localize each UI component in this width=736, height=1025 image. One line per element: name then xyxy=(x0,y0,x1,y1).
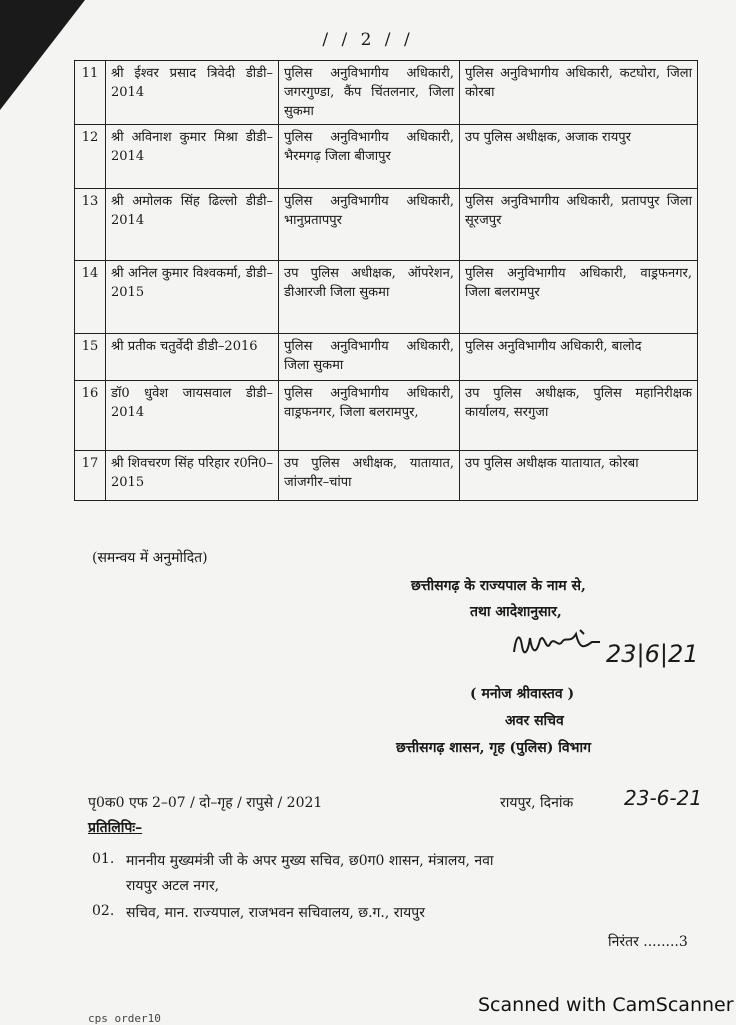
table-row xyxy=(75,261,698,334)
new-posting-cell: पुलिस अनुविभागीय अधिकारी, बालोद xyxy=(460,334,698,381)
authority-line2: तथा आदेशानुसार, xyxy=(470,604,562,620)
current-posting-cell: पुलिस अनुविभागीय अधिकारी, जिला सुकमा xyxy=(279,334,460,381)
handwritten-signature xyxy=(510,622,710,674)
serial-number-cell: 11 xyxy=(75,61,106,125)
current-posting-cell: उप पुलिस अधीक्षक, यातायात, जांजगीर–चांपा xyxy=(279,451,460,501)
table-row xyxy=(75,61,698,125)
signatory-designation: अवर सचिव xyxy=(505,713,564,729)
current-posting-cell: पुलिस अनुविभागीय अधिकारी, वाड्रफनगर, जिला बलरामपुर, xyxy=(279,381,460,451)
copy-number: 02. xyxy=(92,903,115,919)
new-posting-cell: पुलिस अनुविभागीय अधिकारी, प्रतापपुर जिला सूरजपुर xyxy=(460,189,698,261)
copy-line: माननीय मुख्यमंत्री जी के अपर मुख्य सचिव, छ0ग0 शासन, मंत्रालय, नवा xyxy=(126,853,494,869)
officer-name-cell: श्री अमोलक सिंह ढिल्लो डीडी–2014 xyxy=(106,189,279,261)
copy-number: 01. xyxy=(92,851,115,867)
officer-name-cell: श्री प्रतीक चतुर्वेदी डीडी–2016 xyxy=(106,334,279,381)
camscanner-watermark: Scanned with CamScanner xyxy=(478,994,734,1016)
continued-note: निरंतर ........3 xyxy=(608,934,688,950)
copy-heading: प्रतिलिपिः– xyxy=(88,820,143,836)
serial-number-cell: 16 xyxy=(75,381,106,451)
reference-number: पृ0क0 एफ 2–07 / दो–गृह / रापुसे / 2021 xyxy=(88,795,323,811)
footer-file-ref: cps order10 xyxy=(88,1012,161,1025)
current-posting-cell: उप पुलिस अधीक्षक, ऑपरेशन, डीआरजी जिला सुकमा xyxy=(279,261,460,334)
officer-name-cell: श्री अविनाश कुमार मिश्रा डीडी–2014 xyxy=(106,125,279,189)
transfer-table xyxy=(74,60,698,501)
new-posting-cell: पुलिस अनुविभागीय अधिकारी, कटघोरा, जिला कोरबा xyxy=(460,61,698,125)
serial-number-cell: 12 xyxy=(75,125,106,189)
officer-name-cell: श्री शिवचरण सिंह परिहार र0नि0–2015 xyxy=(106,451,279,501)
new-posting-cell: उप पुलिस अधीक्षक, पुलिस महानिरीक्षक कार्यालय, सरगुजा xyxy=(460,381,698,451)
signatory-name: ( मनोज श्रीवास्तव ) xyxy=(470,686,575,702)
approval-note: (समन्वय में अनुमोदित) xyxy=(92,550,208,566)
serial-number-cell: 17 xyxy=(75,451,106,501)
serial-number-cell: 15 xyxy=(75,334,106,381)
new-posting-cell: उप पुलिस अधीक्षक यातायात, कोरबा xyxy=(460,451,698,501)
copy-line: रायपुर अटल नगर, xyxy=(126,878,220,894)
handwritten-date: 23-6-21 xyxy=(624,786,703,810)
officer-name-cell: श्री अनिल कुमार विश्वकर्मा, डीडी–2015 xyxy=(106,261,279,334)
table-row xyxy=(75,381,698,451)
current-posting-cell: पुलिस अनुविभागीय अधिकारी, जगरगुण्डा, कैंप चिंतलनार, जिला सुकमा xyxy=(279,61,460,125)
serial-number-cell: 14 xyxy=(75,261,106,334)
current-posting-cell: पुलिस अनुविभागीय अधिकारी, भैरमगढ़ जिला बीजापुर xyxy=(279,125,460,189)
authority-line1: छत्तीसगढ़ के राज्यपाल के नाम से, xyxy=(411,578,586,594)
table-row xyxy=(75,189,698,261)
copy-line: सचिव, मान. राज्यपाल, राजभवन सचिवालय, छ.ग., रायपुर xyxy=(126,905,425,921)
table-row xyxy=(75,125,698,189)
officer-name-cell: डॉ0 धुवेश जायसवाल डीडी–2014 xyxy=(106,381,279,451)
place-date-label: रायपुर, दिनांक xyxy=(500,795,574,811)
current-posting-cell: पुलिस अनुविभागीय अधिकारी, भानुप्रतापपुर xyxy=(279,189,460,261)
signature-date: 23|6|21 xyxy=(606,640,699,668)
table-row xyxy=(75,334,698,381)
officer-name-cell: श्री ईश्वर प्रसाद त्रिवेदी डीडी–2014 xyxy=(106,61,279,125)
table-row xyxy=(75,451,698,501)
page-number: / / 2 / / xyxy=(322,30,414,50)
scan-corner-shadow xyxy=(0,0,85,110)
signatory-department: छत्तीसगढ़ शासन, गृह (पुलिस) विभाग xyxy=(396,740,591,756)
serial-number-cell: 13 xyxy=(75,189,106,261)
new-posting-cell: पुलिस अनुविभागीय अधिकारी, वाड्रफनगर, जिला बलरामपुर xyxy=(460,261,698,334)
new-posting-cell: उप पुलिस अधीक्षक, अजाक रायपुर xyxy=(460,125,698,189)
